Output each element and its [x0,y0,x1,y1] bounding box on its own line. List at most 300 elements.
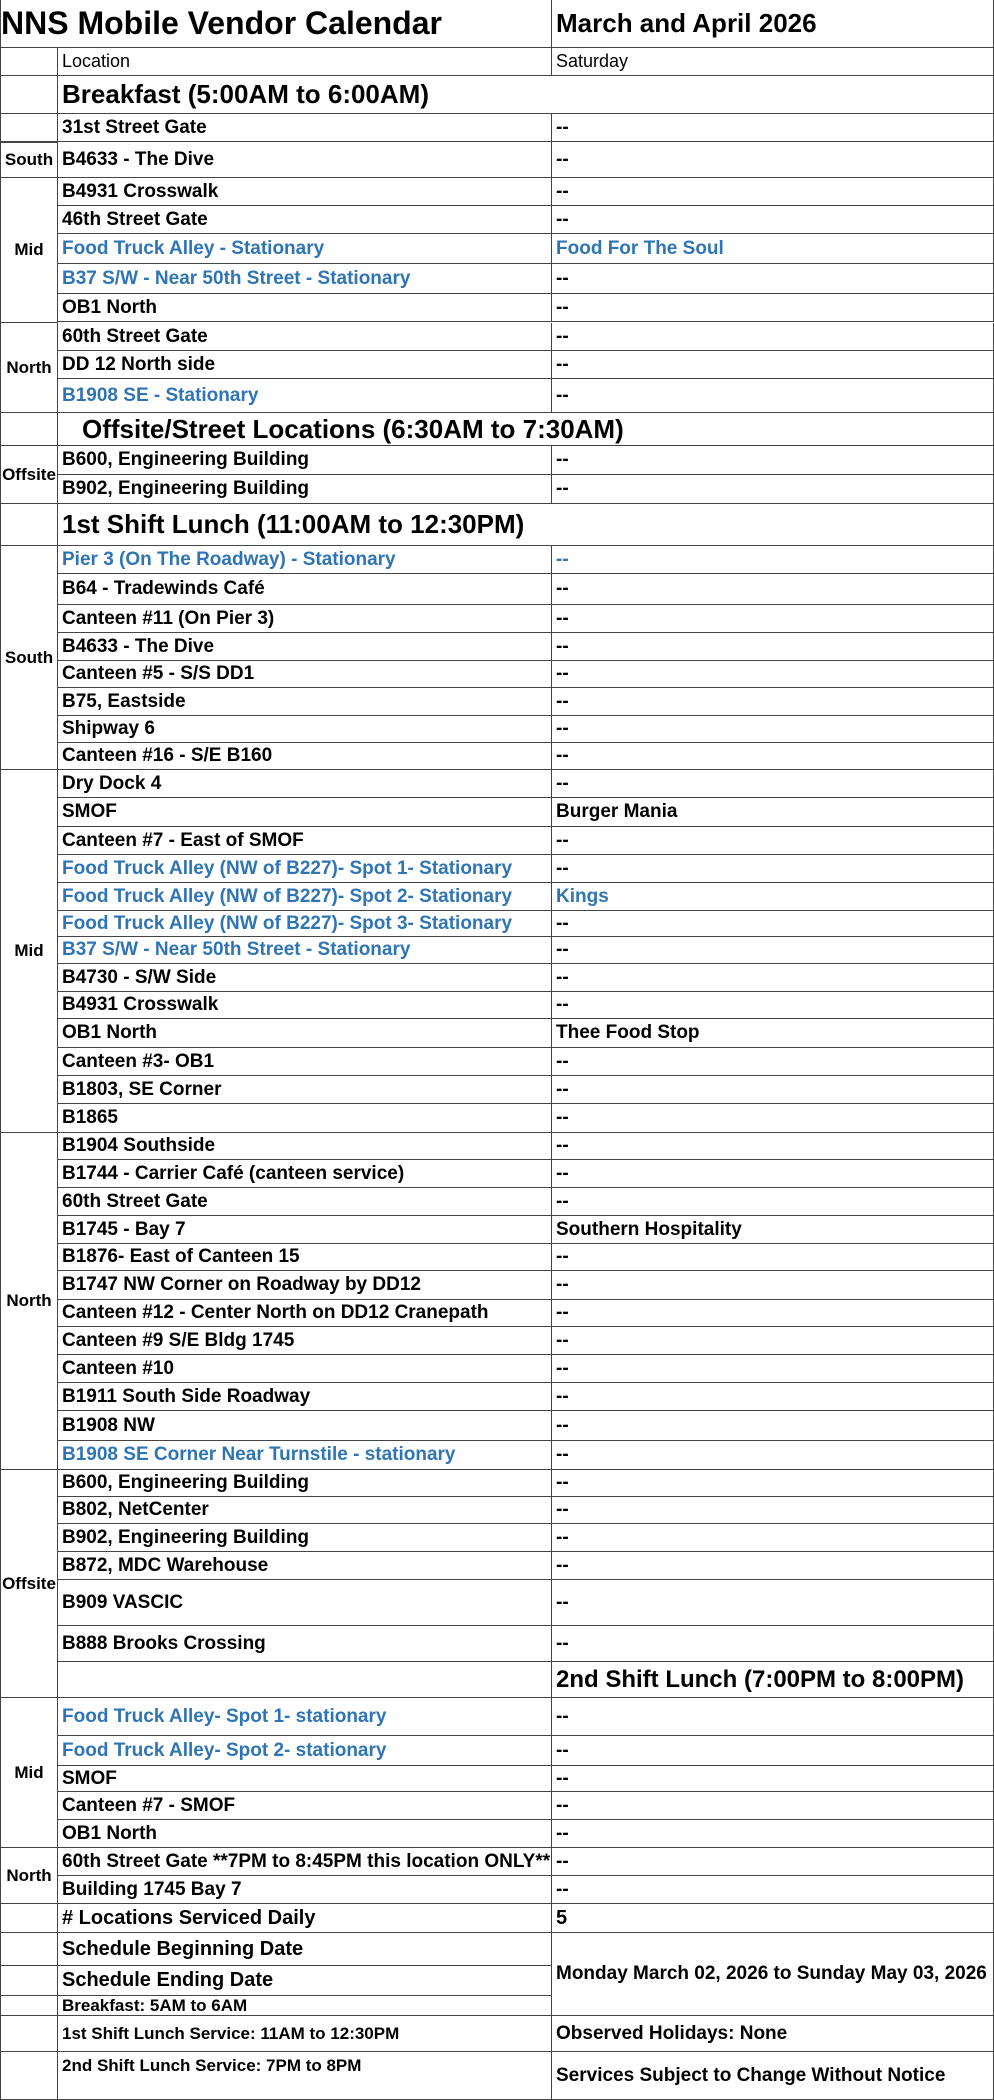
vendor-cell[interactable] [552,114,994,142]
vendor-text: Kings [556,885,609,907]
vendor-text: -- [556,1632,569,1654]
vendor-text: -- [556,578,569,599]
lunch1-note[interactable]: 1st Shift Lunch Service: 11AM to 12:30PM [58,2016,552,2052]
vendor-text: -- [556,1591,569,1613]
location-text: Food Truck Alley (NW of B227)- Spot 2- Stationary [62,885,513,907]
location-cell[interactable] [58,379,552,413]
day-header[interactable]: Saturday [552,48,994,76]
location-cell[interactable] [58,446,552,475]
section-breakfast-cell[interactable] [58,76,994,114]
location-text: B1745 - Bay 7 [62,1218,186,1240]
location-text: B802, NetCenter [62,1499,209,1520]
table-row [0,1848,994,1876]
location-cell[interactable] [58,1876,552,1904]
vendor-cell[interactable] [552,1698,994,1736]
section-offsite-cell[interactable] [58,413,994,446]
location-cell[interactable] [58,1736,552,1766]
location-text: B1908 SE - Stationary [62,384,259,406]
section-lunch2-cell[interactable] [552,1662,994,1698]
region-mid[interactable]: Mid [0,178,58,323]
table-row [0,1698,994,1736]
table-row [0,605,994,633]
vendor-text: -- [556,1414,569,1436]
vendor-cell[interactable] [552,264,994,294]
table-row [0,633,994,661]
section-lunch1 [0,504,994,546]
vendor-text: -- [556,635,569,657]
section-title: 1st Shift Lunch (11:00AM to 12:30PM) [62,509,525,539]
section-title: Offsite/Street Locations (6:30AM to 7:30AM) [82,413,624,444]
location-cell[interactable] [58,1497,552,1524]
location-cell[interactable] [58,1441,552,1470]
vendor-cell[interactable] [552,379,994,413]
date-range: March and April 2026 [556,8,817,38]
table-row [0,1766,994,1792]
location-text: Canteen #5 - S/S DD1 [62,663,255,684]
table-row [0,1411,994,1441]
vendor-text: -- [556,1274,569,1295]
vendor-text: -- [556,718,569,739]
location-cell[interactable] [58,1580,552,1626]
vendor-text: -- [556,296,569,318]
vendor-cell[interactable] [552,688,994,716]
location-text: Canteen #3- OB1 [62,1050,215,1072]
vendor-text: -- [556,745,569,766]
location-cell[interactable] [58,1019,552,1048]
location-header[interactable]: Location [58,48,552,76]
vendor-text: -- [556,353,569,375]
location-cell[interactable] [58,770,552,798]
section-lunch1-cell[interactable] [58,504,994,546]
region-cell[interactable] [0,114,58,142]
vendor-text: -- [556,1050,569,1072]
location-text: B75, Eastside [62,690,186,712]
table-row [0,964,994,992]
location-text: B4931 Crosswalk [62,180,219,202]
location-cell[interactable] [58,1766,552,1792]
vendor-text: -- [556,939,569,960]
vendor-text: -- [556,1107,569,1128]
vendor-cell[interactable] [552,1736,994,1766]
location-cell[interactable] [58,264,552,294]
location-text: 60th Street Gate [62,325,208,347]
location-cell[interactable] [58,1188,552,1216]
table-row [0,1133,994,1160]
location-text: B902, Engineering Building [62,478,310,499]
vendor-cell[interactable] [552,1300,994,1327]
breakfast-note[interactable]: Breakfast: 5AM to 6AM [58,1996,552,2016]
location-text: Food Truck Alley (NW of B227)- Spot 1- Stationary [62,857,513,879]
vendor-text: -- [556,1739,569,1761]
vendor-cell[interactable] [552,1244,994,1271]
vendor-text: -- [556,548,569,570]
vendor-cell[interactable] [552,1104,994,1133]
vendor-text: -- [556,1078,569,1100]
lunch1-note-row [0,2016,994,2052]
vendor-text: -- [556,325,569,347]
empty-cell[interactable] [0,504,58,546]
location-cell[interactable] [58,661,552,688]
page-title: NNS Mobile Vendor Calendar [1,5,442,41]
location-text: B4633 - The Dive [62,635,215,657]
location-text: B1911 South Side Roadway [62,1385,311,1407]
vendor-cell[interactable] [552,1216,994,1244]
location-cell[interactable] [58,911,552,937]
begin-date-label[interactable]: Schedule Beginning Date [58,1933,552,1966]
vendor-cell[interactable] [552,1048,994,1076]
vendor-cell[interactable] [552,1188,994,1216]
location-cell[interactable] [58,546,552,574]
table-row [0,661,994,688]
location-text: SMOF [62,1767,117,1789]
location-text: Food Truck Alley- Spot 2- stationary [62,1739,387,1761]
location-text: B1908 NW [62,1414,155,1436]
lunch2-note[interactable]: 2nd Shift Lunch Service: 7PM to 8PM [58,2052,552,2100]
vendor-cell[interactable] [552,351,994,379]
location-text: B600, Engineering Building [62,1472,310,1493]
vendor-cell[interactable] [552,937,994,964]
location-cell[interactable] [58,716,552,743]
vendor-cell[interactable] [552,1327,994,1355]
vendor-text: -- [556,912,569,934]
empty-cell[interactable] [58,1662,552,1698]
location-text: 60th Street Gate [62,1190,208,1212]
table-row [0,743,994,770]
empty-cell[interactable] [0,1966,58,1996]
location-cell[interactable] [58,798,552,827]
vendor-cell[interactable] [552,1580,994,1626]
vendor-text: -- [556,1385,569,1407]
vendor-text: -- [556,1705,569,1727]
location-cell[interactable] [58,883,552,911]
locations-value[interactable]: 5 [552,1904,994,1933]
vendor-text: -- [556,690,569,712]
location-cell[interactable] [58,1698,552,1736]
location-cell[interactable] [58,964,552,992]
region-north[interactable]: North [0,1848,58,1904]
table-row [0,234,994,264]
table-row [0,351,994,379]
holidays-cell[interactable]: Observed Holidays: None [552,2016,994,2052]
location-text: Food Truck Alley - Stationary [62,237,325,259]
table-row [0,716,994,743]
location-text: B1803, SE Corner [62,1078,222,1100]
location-text: B64 - Tradewinds Café [62,578,265,599]
table-row [0,294,994,322]
section-offsite [0,413,994,446]
vendor-cell[interactable] [552,770,994,798]
location-cell[interactable] [58,178,552,206]
location-text: Canteen #10 [62,1357,174,1379]
vendor-text: -- [556,857,569,879]
empty-cell[interactable] [0,413,58,446]
table-row [0,1104,994,1133]
title-cell[interactable] [0,0,552,48]
vendor-text: -- [556,384,569,406]
location-cell[interactable] [58,1048,552,1076]
vendor-cell[interactable] [552,1766,994,1792]
table-row [0,1470,994,1497]
table-row [0,1820,994,1848]
location-cell[interactable] [58,1470,552,1497]
vendor-text: -- [556,1162,569,1184]
location-text: 31st Street Gate [62,116,207,138]
empty-cell[interactable] [0,1933,58,1966]
location-cell[interactable] [58,574,552,605]
location-cell[interactable] [58,1524,552,1552]
region-offsite[interactable]: Offsite [0,1470,58,1698]
location-cell[interactable] [58,1792,552,1820]
vendor-cell[interactable] [552,323,994,351]
vendor-text: Food For The Soul [556,237,724,259]
vendor-cell[interactable] [552,1626,994,1662]
location-cell[interactable] [58,605,552,633]
vendor-cell[interactable] [552,1271,994,1300]
region-mid[interactable]: Mid [0,770,58,1133]
vendor-cell[interactable] [552,992,994,1019]
location-cell[interactable] [58,1355,552,1383]
vendor-cell[interactable] [552,546,994,574]
location-text: Canteen #11 (On Pier 3) [62,607,275,629]
table-row [0,1497,994,1524]
location-cell[interactable] [58,1820,552,1848]
locations-count-row [0,1904,994,1933]
vendor-text: -- [556,1246,569,1267]
vendor-text: -- [556,1499,569,1520]
empty-cell[interactable] [0,1996,58,2016]
location-cell[interactable] [58,855,552,883]
section-lunch2 [0,1662,994,1698]
location-cell[interactable] [58,142,552,178]
region-offsite[interactable]: Offsite [0,446,58,504]
location-cell[interactable] [58,1411,552,1441]
vendor-text: -- [556,1554,569,1576]
region-south[interactable]: South [0,546,58,770]
vendor-cell[interactable] [552,1441,994,1470]
location-cell[interactable] [58,1626,552,1662]
vendor-cell[interactable] [552,1355,994,1383]
location-text: Canteen #9 S/E Bldg 1745 [62,1329,295,1351]
table-row [0,178,994,206]
vendor-cell[interactable] [552,911,994,937]
table-row [0,883,994,911]
location-text: Pier 3 (On The Roadway) - Stationary [62,548,396,570]
table-row [0,855,994,883]
vendor-cell[interactable] [552,1076,994,1104]
vendor-cell[interactable] [552,574,994,605]
location-text: Shipway 6 [62,718,155,739]
vendor-cell[interactable] [552,1470,994,1497]
vendor-text: -- [556,1878,569,1900]
vendor-text: -- [556,1472,569,1493]
notice-cell[interactable]: Services Subject to Change Without Notice [552,2052,994,2100]
table-row [0,1383,994,1411]
table-row [0,1355,994,1383]
location-cell[interactable] [58,323,552,351]
vendor-cell[interactable] [552,1383,994,1411]
vendor-text: -- [556,1526,569,1548]
location-cell[interactable] [58,1160,552,1188]
vendor-cell[interactable] [552,234,994,264]
location-cell[interactable] [58,1300,552,1327]
vendor-cell[interactable] [552,855,994,883]
location-cell[interactable] [58,475,552,504]
table-row [0,114,994,142]
location-text: Dry Dock 4 [62,772,162,794]
table-row [0,1300,994,1327]
vendor-text: -- [556,1190,569,1212]
vendor-text: -- [556,1357,569,1379]
location-text: Canteen #12 - Center North on DD12 Cranepath [62,1302,489,1323]
location-text: B1876- East of Canteen 15 [62,1246,300,1267]
vendor-cell[interactable] [552,142,994,178]
empty-cell[interactable] [0,48,58,76]
location-text: B1904 Southside [62,1135,216,1156]
location-text: B902, Engineering Building [62,1526,310,1548]
vendor-cell[interactable] [552,1792,994,1820]
breakfast-note-row [0,1996,994,2016]
location-text: B600, Engineering Building [62,449,310,470]
vendor-cell[interactable] [552,1524,994,1552]
region-south[interactable]: South [0,142,58,178]
table-row [0,911,994,937]
table-row [0,1271,994,1300]
vendor-text: -- [556,994,569,1015]
region-mid[interactable]: Mid [0,1698,58,1848]
vendor-cell[interactable] [552,1411,994,1441]
empty-cell[interactable] [0,1904,58,1933]
location-text: Food Truck Alley (NW of B227)- Spot 3- Stationary [62,912,513,934]
vendor-text: -- [556,1767,569,1789]
location-text: B4730 - S/W Side [62,966,217,988]
vendor-cell[interactable] [552,798,994,827]
section-breakfast [0,76,994,114]
location-cell[interactable] [58,1327,552,1355]
vendor-cell[interactable] [552,1019,994,1048]
vendor-text: -- [556,829,569,851]
table-row [0,323,994,351]
vendor-text: -- [556,478,569,499]
table-row [0,1792,994,1820]
vendor-cell[interactable] [552,1497,994,1524]
vendor-cell[interactable] [552,475,994,504]
end-date-label[interactable]: Schedule Ending Date [58,1966,552,1996]
location-cell[interactable] [58,688,552,716]
header-row [0,0,994,48]
vendor-cell[interactable] [552,178,994,206]
location-text: B1908 SE Corner Near Turnstile - stationary [62,1444,456,1465]
table-row [0,1580,994,1626]
vendor-cell[interactable] [552,446,994,475]
region-north[interactable]: North [0,1133,58,1470]
vendor-cell[interactable] [552,1876,994,1904]
vendor-text: -- [556,966,569,988]
date-span-cell[interactable]: Monday March 02, 2026 to Sunday May 03, 2026 [552,1933,994,2016]
table-row [0,1327,994,1355]
vendor-text: Thee Food Stop [556,1022,700,1043]
vendor-text: -- [556,1302,569,1323]
location-text: OB1 North [62,1022,157,1043]
vendor-cell[interactable] [552,1160,994,1188]
vendor-cell[interactable] [552,883,994,911]
location-cell[interactable] [58,234,552,264]
location-cell[interactable] [58,351,552,379]
location-text: 60th Street Gate **7PM to 8:45PM this location ONLY** [62,1850,551,1872]
lunch2-note-row [0,2052,994,2100]
location-text: SMOF [62,801,117,822]
location-text: B37 S/W - Near 50th Street - Stationary [62,267,411,289]
location-cell[interactable] [58,633,552,661]
vendor-text: -- [556,1444,569,1465]
location-text: Food Truck Alley- Spot 1- stationary [62,1705,387,1727]
vendor-text: -- [556,267,569,289]
location-text: Building 1745 Bay 7 [62,1878,242,1900]
location-cell[interactable] [58,206,552,234]
location-cell[interactable] [58,743,552,770]
vendor-cell[interactable] [552,1848,994,1876]
vendor-text: -- [556,663,569,684]
vendor-cell[interactable] [552,743,994,770]
location-cell[interactable] [58,114,552,142]
vendor-text: -- [556,180,569,202]
table-row [0,1441,994,1470]
location-cell[interactable] [58,1552,552,1580]
empty-cell[interactable] [0,2016,58,2052]
empty-cell[interactable] [0,2052,58,2100]
vendor-text: -- [556,208,569,230]
location-cell[interactable] [58,992,552,1019]
vendor-cell[interactable] [552,294,994,322]
table-row [0,1626,994,1662]
vendor-text: Southern Hospitality [556,1218,742,1240]
location-cell[interactable] [58,1383,552,1411]
location-cell[interactable] [58,827,552,855]
table-row [0,688,994,716]
region-north[interactable]: North [0,323,58,413]
location-cell[interactable] [58,1271,552,1300]
location-cell[interactable] [58,1848,552,1876]
vendor-cell[interactable] [552,206,994,234]
vendor-cell[interactable] [552,605,994,633]
empty-cell[interactable] [0,76,58,114]
table-row [0,574,994,605]
vendor-cell[interactable] [552,827,994,855]
vendor-cell[interactable] [552,1820,994,1848]
vendor-text: -- [556,1850,569,1872]
location-cell[interactable] [58,294,552,322]
location-cell[interactable] [58,1076,552,1104]
location-cell[interactable] [58,937,552,964]
location-text: B909 VASCIC [62,1591,184,1613]
vendor-text: -- [556,1135,569,1156]
vendor-cell[interactable] [552,1133,994,1160]
vendor-cell[interactable] [552,1552,994,1580]
table-row [0,1552,994,1580]
table-row [0,1160,994,1188]
location-cell[interactable] [58,1104,552,1133]
vendor-cell[interactable] [552,964,994,992]
column-header-row [0,48,994,76]
vendor-cell[interactable] [552,661,994,688]
vendor-cell[interactable] [552,716,994,743]
date-range-cell[interactable] [552,0,994,48]
locations-label[interactable]: # Locations Serviced Daily [58,1904,552,1933]
location-text: B1744 - Carrier Café (canteen service) [62,1162,405,1184]
location-cell[interactable] [58,1244,552,1271]
location-cell[interactable] [58,1133,552,1160]
location-cell[interactable] [58,1216,552,1244]
vendor-cell[interactable] [552,633,994,661]
